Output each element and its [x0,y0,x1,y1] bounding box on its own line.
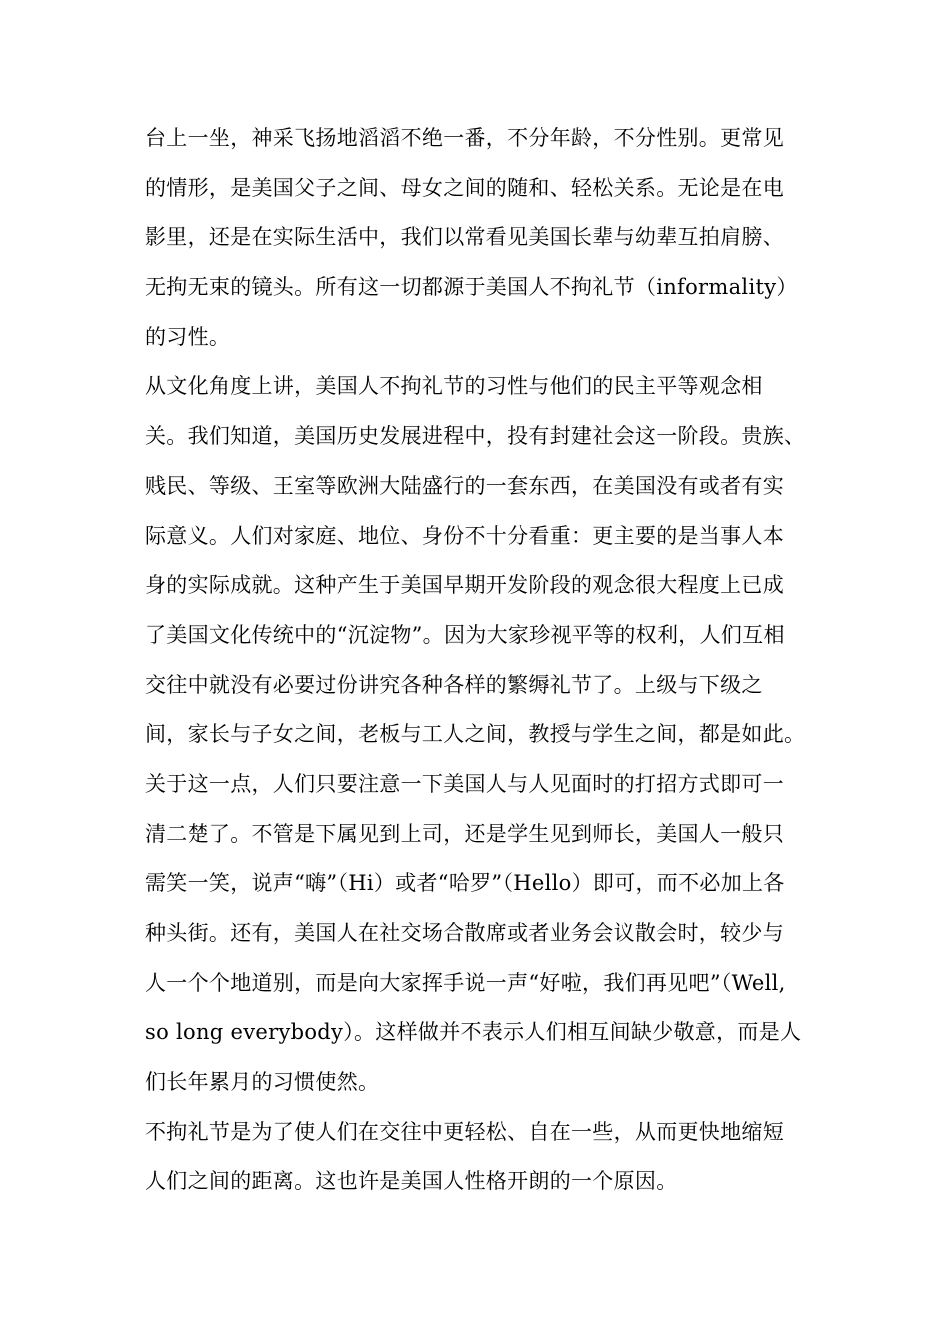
text-line: 了美国文化传统中的“沉淀物”。因为大家珍视平等的权利，人们互相 [145,622,785,647]
text-line: 身的实际成就。这种产生于美国早期开发阶段的观念很大程度上已成 [145,573,784,598]
text-line: 关于这一点，人们只要注意一下美国人与人见面时的打招方式即可一 [145,771,784,796]
paragraph-1 [145,114,813,362]
text-line: 间，家长与子女之间，老板与工人之间，教授与学生之间，都是如此。 [145,722,806,747]
text-line: 人们之间的距离。这也许是美国人性格开朗的一个原因。 [145,1169,678,1194]
text-line: so long everybody）。这样做并不表示人们相互间缺少敬意，而是人 [145,1020,802,1045]
text-line: 贱民、等级、王室等欧洲大陆盛行的一套东西，在美国没有或者有实 [145,473,784,498]
text-line: 无拘无束的镜头。所有这一切都源于美国人不拘礼节（informality） [145,275,798,300]
text-line: 人一个个地道别，而是向大家挥手说一声“好啦，我们再见吧”（Well, [145,970,786,995]
paragraph-2 [145,362,813,1107]
body-text [145,114,813,1207]
paragraph-3 [145,1108,813,1207]
text-line: 影里，还是在实际生活中，我们以常看见美国长辈与幼辈互拍肩膀、 [145,225,784,250]
text-line: 关。我们知道，美国历史发展进程中，投有封建社会这一阶段。贵族、 [145,424,806,449]
text-line: 交往中就没有必要过份讲究各种各样的繁缛礼节了。上级与下级之 [145,672,763,697]
text-line: 不拘礼节是为了使人们在交往中更轻松、自在一些，从而更快地缩短 [145,1119,784,1144]
text-line: 的习性。 [145,324,231,349]
text-line: 们长年累月的习惯使然。 [145,1070,380,1095]
text-line: 台上一坐，神采飞扬地滔滔不绝一番，不分年龄，不分性别。更常见 [145,126,784,150]
text-line: 从文化角度上讲，美国人不拘礼节的习性与他们的民主平等观念相 [145,374,763,399]
text-line: 际意义。人们对家庭、地位、身份不十分看重：更主要的是当事人本 [145,523,784,548]
text-line: 清二楚了。不管是下属见到上司，还是学生见到师长，美国人一般只 [145,821,784,846]
text-line: 需笑一笑，说声“嗨”（Hi）或者“哈罗”（Hello）即可，而不必加上各 [145,871,785,896]
text-line: 种头街。还有，美国人在社交场合散席或者业务会议散会时，较少与 [145,921,784,945]
text-line: 的情形，是美国父子之间、母女之间的随和、轻松关系。无论是在电 [145,175,784,200]
